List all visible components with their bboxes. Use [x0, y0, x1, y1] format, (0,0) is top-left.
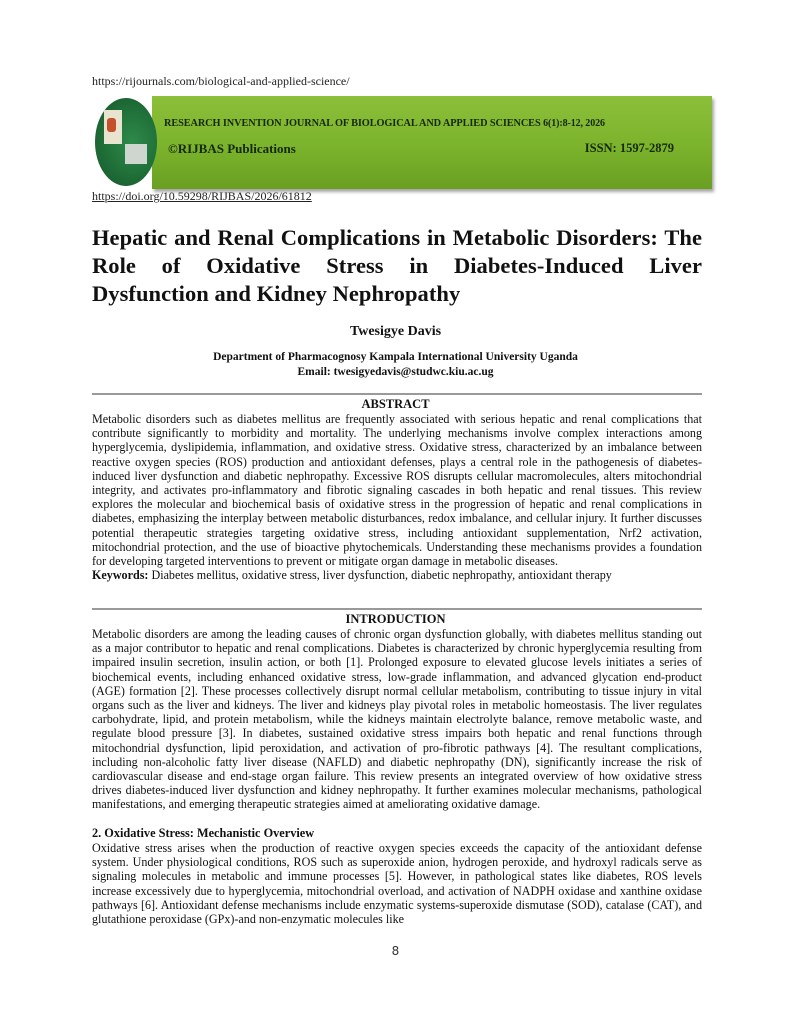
introduction-heading: INTRODUCTION — [345, 612, 446, 626]
affiliation: Department of Pharmacognosy Kampala International University Uganda — [213, 351, 578, 363]
section-2-heading: 2. Oxidative Stress: Mechanistic Overview — [92, 826, 315, 840]
divider — [92, 393, 702, 395]
journal-name: RESEARCH INVENTION JOURNAL OF BIOLOGICAL AND APPLIED SCIENCES — [164, 118, 541, 129]
issn: ISSN: 1597-2879 — [584, 141, 674, 155]
journal-banner — [152, 96, 712, 189]
abstract-body: Metabolic disorders such as diabetes mellitus are frequently associated with serious hepatic and renal complications that contribute significantly to morbidity and mortality. The underlying mechanisms involve complex interactions among hyperglycemia, dyslipidemia, inflammation, and oxidative stress. Oxidative stress, characterized by an imbalance between reactive oxygen species (ROS) production and antioxidant defenses, plays a central role in the pathogenesis of diabetes-induced liver dysfunction and diabetic nephropathy. Excessive ROS disrupts cellular macromolecules, alters mitochondrial integrity, and activates pro-inflammatory and fibrotic signaling cascades in both hepatic and renal tissues. This review explores the molecular and biochemical basis of oxidative stress in the progression of hepatic and renal complications in diabetes, emphasizing the interplay between metabolic disturbances, redox imbalance, and cellular injury. It further discusses potential therapeutic strategies targeting oxidative stress, including antioxidant supplementation, Nrf2 activation, mitochondrial protection, and the use of bioactive phytochemicals. Understanding these mechanisms provides a foundation for developing targeted interventions to prevent or mitigate organ damage in metabolic diseases. — [92, 412, 702, 569]
email: Email: twesigyedavis@studwc.kiu.ac.ug — [297, 366, 494, 378]
logo-figure — [107, 118, 116, 132]
journal-name-line — [164, 118, 605, 129]
keywords-label: Keywords: — [92, 568, 149, 583]
introduction-text: Metabolic disorders are among the leading causes of chronic organ dysfunction globally, with diabetes mellitus standing out as a major contributor to hepatic and renal complications. Diabetes is characterized by chronic hyperglycemia resulting from impaired insulin secretion, insulin action, or both [1]. Prolonged exposure to elevated glucose levels initiates a series of biochemical events, including enhanced oxidative stress, low-grade inflammation, and advanced glycation end-product (AGE) formation [2]. These processes collectively disrupt normal cellular metabolism, contributing to tissue injury in vital organs such as the liver and kidneys. The liver and kidneys play pivotal roles in metabolic homeostasis. The liver regulates carbohydrate, lipid, and protein metabolism, while the kidneys maintain electrolyte balance, remove metabolic waste, and regulate blood pressure [3]. In diabetes, sustained oxidative stress impairs both hepatic and renal functions through mitochondrial dysfunction, lipid peroxidation, and activation of pro-fibrotic pathways [4]. The resultant complications, including non-alcoholic fatty liver disease (NAFLD) and diabetic nephropathy (DN), significantly increase the risk of cardiovascular disease and end-stage organ failure. This review presents an integrated overview of how oxidative stress drives diabetes-induced liver dysfunction and kidney nephropathy. It further examines molecular mechanisms, pathological manifestations, and emerging therapeutic strategies aimed at ameliorating oxidative damage. — [92, 627, 702, 812]
volume-info: 6(1):8-12, 2026 — [543, 118, 605, 129]
author-affiliation — [0, 350, 791, 380]
divider — [92, 608, 702, 610]
article-title: Hepatic and Renal Complications in Metabolic Disorders: The Role of Oxidative Stress in Diabetes-Induced Liver Dysfunction and Kidney Nephropathy — [92, 225, 702, 306]
section-2-text: Oxidative stress arises when the production of reactive oxygen species exceeds the capacity of the antioxidant defense system. Under physiological conditions, ROS such as superoxide anion, hydrogen peroxide, and hydroxyl radicals serve as signaling molecules in metabolic and immune processes [5]. However, in pathological states like diabetes, ROS levels increase excessively due to hyperglycemia, mitochondrial overload, and activation of NADPH oxidase and xanthine oxidase pathways [6]. Antioxidant defense mechanisms include enzymatic systems-superoxide dismutase (SOD), catalase (CAT), and glutathione peroxidase (GPx)-and non-enzymatic molecules like — [92, 841, 702, 927]
page-number: 8 — [391, 944, 400, 958]
logo-books — [125, 144, 147, 164]
keywords: Diabetes mellitus, oxidative stress, liver dysfunction, diabetic nephropathy, antioxidant therapy — [151, 568, 612, 583]
journal-logo — [95, 98, 157, 186]
abstract-text — [92, 412, 702, 582]
abstract-heading: ABSTRACT — [361, 397, 430, 411]
doi-link[interactable]: https://doi.org/10.59298/RIJBAS/2026/61812 — [92, 189, 312, 203]
journal-url[interactable]: https://rijournals.com/biological-and-applied-science/ — [92, 74, 350, 88]
publisher: ©RIJBAS Publications — [168, 141, 296, 156]
author-name: Twesigye Davis — [349, 324, 442, 339]
